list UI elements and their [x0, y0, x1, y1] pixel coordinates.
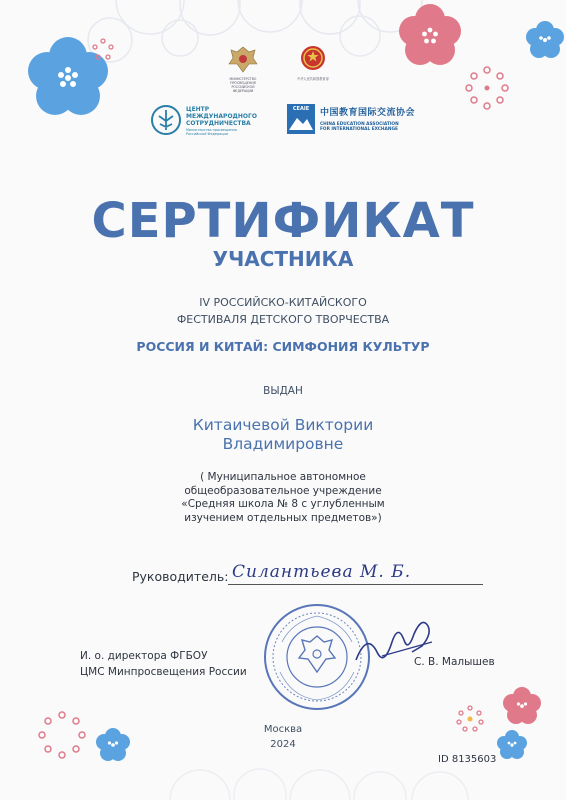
ceaie-cn: 中国教育国际交流协会 — [320, 108, 416, 118]
center-text-block — [186, 107, 256, 136]
ceaie-logo — [287, 104, 315, 134]
certificate-title: СЕРТИФИКАТ — [91, 193, 475, 249]
china-emblem-icon — [296, 44, 330, 74]
festival-name — [0, 294, 566, 328]
festival-theme: РОССИЯ И КИТАЙ: СИМФОНИЯ КУЛЬТУР — [136, 339, 430, 354]
ceaie-en-line2: FOR INTERNATIONAL EXCHANGE — [320, 127, 398, 133]
ministry-logo — [225, 44, 261, 93]
school-line1: ( Муниципальное автономное — [200, 471, 366, 483]
dot-flower-icon — [93, 39, 113, 59]
leader-underline — [228, 584, 483, 585]
director-line1: И. о. директора ФГБОУ — [80, 650, 208, 662]
ministry-logo-text: МИНИСТЕРСТВО ПРОСВЕЩЕНИЯ РОССИЙСКОЙ ФЕДЕРАЦИИ — [229, 77, 257, 93]
center-sub: Министерства просвещения Российской Федерации — [186, 127, 237, 136]
dot-ring-icon — [466, 67, 508, 109]
blue-flower-small-icon — [526, 21, 564, 58]
school-line3: «Средняя школа № 8 с углубленным — [181, 498, 385, 510]
china-emblem-text: 中华人民共和国教育部 — [297, 77, 329, 81]
festival-line1: IV РОССИЙСКО-КИТАЙСКОГО — [199, 296, 367, 309]
china-ministry-logo — [296, 44, 330, 82]
signer-name: С. В. Малышев — [414, 656, 495, 668]
recipient-line2: Владимировне — [222, 435, 344, 453]
pink-flower-small-icon — [503, 687, 541, 724]
school-name — [0, 471, 566, 525]
center-name: ЦЕНТР МЕЖДУНАРОДНОГО СОТРУДНИЧЕСТВА — [186, 106, 257, 127]
russian-eagle-emblem-icon — [225, 44, 261, 74]
school-line4: изучением отдельных предметов») — [184, 511, 382, 524]
festival-line2: ФЕСТИВАЛЯ ДЕТСКОГО ТВОРЧЕСТВА — [176, 313, 390, 326]
recipient-name — [0, 416, 566, 454]
certificate-subtitle: УЧАСТНИКА — [212, 247, 354, 271]
ceaie-en-line1: CHINA EDUCATION ASSOCIATION — [320, 122, 399, 127]
ceaie-badge-text: CEAIE — [292, 106, 310, 112]
city: Москва — [263, 724, 303, 735]
school-line2: общеобразовательное учреждение — [184, 484, 382, 497]
ceaie-text-block — [320, 105, 430, 132]
issued-label: ВЫДАН — [263, 385, 303, 397]
leader-handwritten-name: Силантьева М. Б. — [232, 562, 412, 582]
pink-flower-icon — [399, 4, 461, 65]
director-title — [80, 648, 247, 680]
recipient-line1: Китаичевой Виктории — [192, 416, 374, 434]
certificate-id: ID 8135603 — [438, 754, 497, 765]
center-logo — [150, 104, 182, 140]
center-logo-icon — [150, 104, 182, 136]
cloud-pattern-bottom — [170, 769, 468, 800]
leader-label: Руководитель: — [132, 569, 229, 584]
year: 2024 — [270, 739, 296, 750]
issue-place-date — [0, 722, 566, 752]
ceaie-badge-icon — [287, 104, 315, 134]
director-line2: ЦМС Минпросвещения России — [80, 666, 247, 678]
